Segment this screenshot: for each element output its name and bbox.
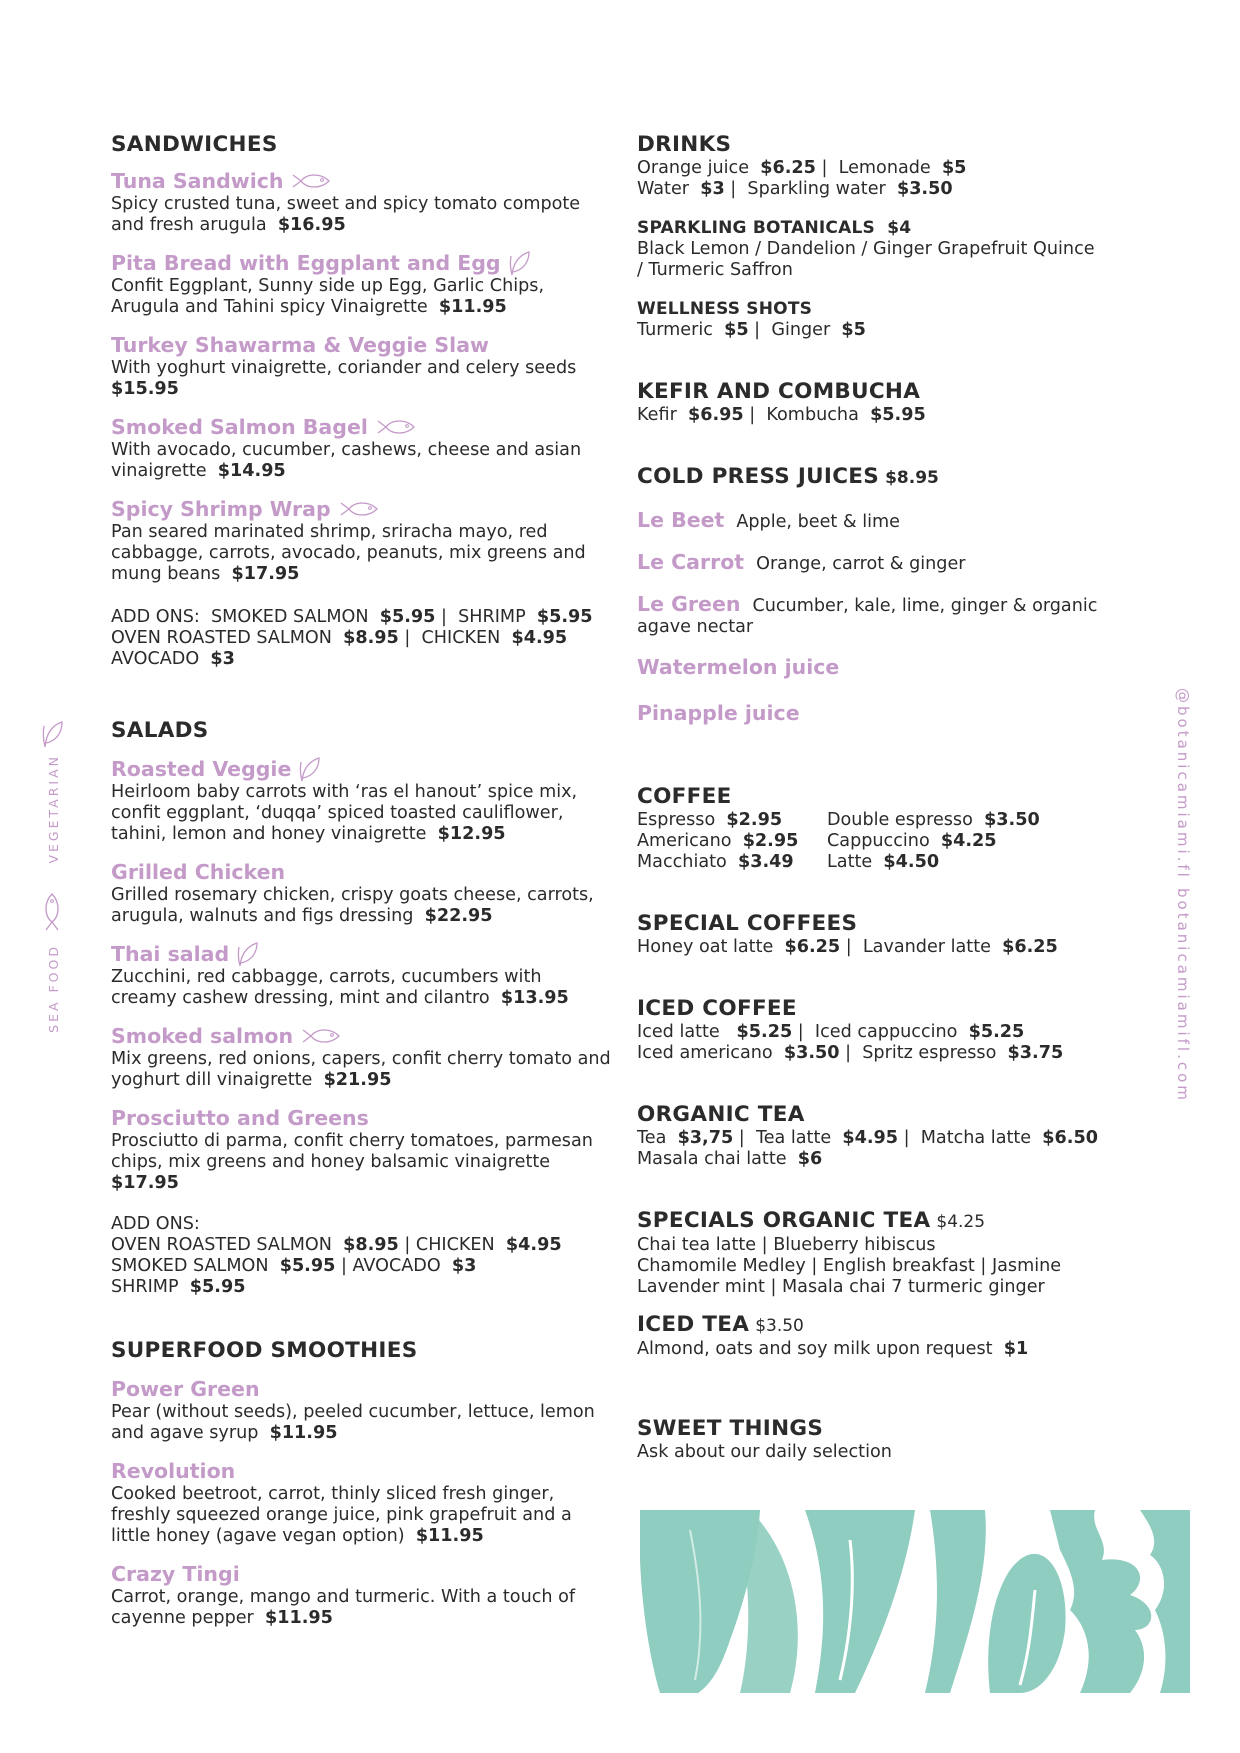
addon-name: SHRIMP [458, 607, 526, 627]
item-name: Prosciutto and Greens [111, 1106, 369, 1130]
menu-item [111, 1023, 611, 1091]
item-price: $12.95 [437, 824, 506, 844]
drink-price: $6.95 [688, 405, 744, 425]
addon-price: $3 [210, 649, 235, 669]
menu-item [111, 332, 611, 400]
subsection-price: $4 [887, 218, 912, 238]
item-desc: Confit Eggplant, Sunny side up Egg, Garlic Chips, Arugula and Tahini spicy Vinaigrette [111, 276, 545, 317]
drink-price: $6.25 [760, 158, 816, 178]
tea-list: Chamomile Medley | English breakfast | Jasmine [637, 1256, 1062, 1276]
juice-item [637, 549, 1157, 575]
drink-price: $4.25 [940, 831, 997, 851]
addon-name: AVOCADO [352, 1256, 441, 1276]
item-name: Spicy Shrimp Wrap [111, 497, 331, 521]
drink-name: Iced latte [637, 1022, 720, 1042]
item-price: $14.95 [217, 461, 286, 481]
addon-name: SHRIMP [111, 1277, 179, 1297]
drink-price: $5 [941, 158, 967, 178]
juice-desc: agave nectar [637, 617, 754, 637]
item-desc: Grilled rosemary chicken, crispy goats cheese, carrots, arugula, walnuts and figs dressing [111, 885, 594, 926]
fish-icon [44, 892, 60, 932]
drink-name: Tea [637, 1128, 667, 1148]
addon-name: CHICKEN [415, 1235, 495, 1255]
leaf-icon [42, 720, 64, 748]
salad-addons: ADD ONS: OVEN ROASTED SALMON $8.95 | CHICKEN $4.95 SMOKED SALMON $5.95 | AVOCADO $3 SHRIMP $5.95 [111, 1214, 611, 1298]
drink-price: $5.25 [968, 1022, 1025, 1042]
addon-name: AVOCADO [111, 649, 200, 669]
juice-desc: Apple, beet & lime [736, 512, 900, 532]
drink-price: $6.25 [1002, 937, 1058, 957]
section-title-iced-tea: ICED TEA [637, 1312, 750, 1337]
drink-name: Tea latte [755, 1128, 832, 1148]
section-title-iced-coffee: ICED COFFEE [637, 996, 797, 1021]
addon-price: $5.95 [536, 607, 593, 627]
addon-name: SMOKED SALMON [111, 1256, 269, 1276]
item-desc: Mix greens, red onions, capers, confit cherry tomato and yoghurt dill vinaigrette [111, 1049, 611, 1090]
tea-list: Chai tea latte | Blueberry hibiscus [637, 1235, 936, 1255]
leaf-shape [1140, 1510, 1190, 1693]
item-price: $11.95 [264, 1608, 333, 1628]
drink-name: Water [637, 179, 690, 199]
section-title-drinks: DRINKS [637, 132, 732, 157]
juice-name: Le Beet [637, 508, 725, 532]
addon-price: $4.95 [505, 1235, 562, 1255]
item-price: $11.95 [438, 297, 507, 317]
drink-price: $5.95 [870, 405, 926, 425]
fish-icon [376, 418, 416, 436]
menu-item [111, 1105, 611, 1194]
addon-price: $4.95 [511, 628, 568, 648]
addon-name: SMOKED SALMON [211, 607, 369, 627]
drink-name: Double espresso [827, 810, 973, 830]
addon-price: $8.95 [343, 1235, 399, 1255]
menu-item [111, 414, 611, 482]
drink-price: $4.95 [842, 1128, 899, 1148]
section-title-juices: COLD PRESS JUICES [637, 464, 880, 489]
leaf-shape [1050, 1510, 1151, 1693]
section-title-organic-tea: ORGANIC TEA [637, 1102, 805, 1127]
item-name: Smoked salmon [111, 1024, 294, 1048]
website-link[interactable]: botanicamiamifl.com [1174, 888, 1192, 1103]
addon-name: CHICKEN [421, 628, 501, 648]
addon-name: OVEN ROASTED SALMON [111, 1235, 332, 1255]
leaf-shape [925, 1510, 986, 1693]
item-name: Revolution [111, 1459, 236, 1483]
item-name: Thai salad [111, 942, 230, 966]
juice-desc: Orange, carrot & ginger [756, 554, 966, 574]
drink-name: Ginger [771, 320, 831, 340]
section-title-coffee: COFFEE [637, 784, 732, 809]
juice-item [637, 591, 1157, 617]
fish-icon [339, 500, 379, 518]
item-price: $11.95 [269, 1423, 338, 1443]
coffee-grid [637, 810, 1157, 873]
drink-name: Iced cappuccino [814, 1022, 958, 1042]
subsection-title-wellness: WELLNESS SHOTS [637, 299, 813, 319]
drink-price: $3.50 [783, 1043, 840, 1063]
addon-name: OVEN ROASTED SALMON [111, 628, 332, 648]
section-title-special-tea: SPECIALS ORGANIC TEA [637, 1208, 931, 1233]
item-name: Tuna Sandwich [111, 169, 284, 193]
juice-desc: Cucumber, kale, lime, ginger & organic [752, 596, 1098, 616]
drink-price: $5.25 [736, 1022, 793, 1042]
drink-price: $3.50 [984, 810, 1040, 830]
item-desc: Prosciutto di parma, confit cherry tomatoes, parmesan chips, mix greens and honey balsamic vinaigrette [111, 1131, 593, 1172]
section-title-smoothies: SUPERFOOD SMOOTHIES [111, 1338, 418, 1363]
item-desc: Heirloom baby carrots with ‘ras el hanout’ spice mix, confit eggplant, ‘duqqa’ spiced toasted cauliflower, tahini, lemon and honey vinaigrette [111, 782, 578, 844]
item-name: Crazy Tingi [111, 1562, 240, 1586]
drink-price: $6 [797, 1149, 823, 1169]
right-column: DRINKS Orange juice $6.25 | Lemonade $5 Water $3 | Sparkling water $3.50 SPARKLING BOTANICALS $4 Black Lemon / Dandelion / Ginger Grapefruit Quince / Turmeric Saffron WELLNESS SHOTS Turmeric $5 | Ginger $5 KEFIR AND COMBUCHA Kefir $6.95 | Kombucha $5.95 COLD PRESS JUICES $8.95 Le Beet Apple, beet & lime Le Carrot Orange, carrot & ginger Le Green Cucumber, kale, lime, ginger & organic agave nectar Watermelon juice Pinapple juice COFFEE Espresso $2.95 Double espresso $3.50 Americano $2.95 Cappuccino $4.25 Macchiato $3.49 Latte $4.50 SPECIAL COFFEES Honey oat latte $6.25 | Lavander latte $6.25 ICED COFFEE Iced latte $5.25 | Iced cappuccino $5.25 Iced americano $3.50 | Spritz espresso $3.75 ORGANIC TEA Tea $3,75 | Tea latte $4.95 | Matcha latte $6.50 Masala chai latte $6 SPECIALS ORGANIC TEA $4.25 Chai tea latte | Blueberry hibiscus Chamomile Medley | English breakfast | Jasmine Lavender mint | Masala chai 7 turmeric ginger ICED TEA $3.50 Almond, oats and soy milk upon request $1 SWEET THINGS Ask about our daily selection [637, 132, 1157, 1463]
menu-item [111, 168, 611, 236]
addons-label: ADD ONS: [111, 607, 200, 627]
item-desc: Carrot, orange, mango and turmeric. With a touch of cayenne pepper [111, 1587, 576, 1628]
drink-name: Spritz espresso [862, 1043, 997, 1063]
item-desc: With avocado, cucumber, cashews, cheese and asian vinaigrette [111, 440, 582, 481]
tea-list: Lavender mint | Masala chai 7 turmeric ginger [637, 1277, 1045, 1297]
section-title-salads: SALADS [111, 718, 209, 743]
leaf-icon [509, 250, 531, 276]
juice-name: Pinapple juice [637, 701, 800, 725]
drink-price: $2.95 [726, 810, 783, 830]
drink-price: $5 [724, 320, 749, 340]
sparkling-flavors: Black Lemon / Dandelion / Ginger Grapefruit Quince [637, 239, 1095, 259]
drink-name: Latte [827, 852, 873, 872]
drink-name: Americano [637, 831, 732, 851]
menu-item [111, 496, 611, 585]
menu-item [111, 1561, 611, 1629]
item-name: Smoked Salmon Bagel [111, 415, 368, 439]
addon-price: $3 [451, 1256, 477, 1276]
drink-name: Iced americano [637, 1043, 773, 1063]
item-price: $17.95 [111, 1173, 179, 1193]
iced-tea-note-price: $1 [1003, 1339, 1029, 1359]
leaf-icon [237, 941, 259, 967]
juice-item [637, 654, 1157, 680]
menu-item [111, 941, 611, 1009]
juice-name: Watermelon juice [637, 655, 840, 679]
seafood-label: SEA FOOD [46, 944, 61, 1033]
section-title-kefir: KEFIR AND COMBUCHA [637, 379, 921, 404]
vegetarian-label: VEGETARIAN [46, 754, 61, 864]
instagram-handle[interactable]: @botanicamiami.fl [1174, 688, 1192, 880]
item-price: $22.95 [424, 906, 493, 926]
item-price: $17.95 [231, 564, 300, 584]
addon-price: $5.95 [279, 1256, 336, 1276]
drink-name: Macchiato [637, 852, 727, 872]
addon-price: $8.95 [343, 628, 399, 648]
juice-name: Le Green [637, 592, 741, 616]
drink-name: Matcha latte [920, 1128, 1032, 1148]
drink-name: Turmeric [637, 320, 713, 340]
item-price: $15.95 [111, 379, 179, 399]
drink-name: Lavander latte [862, 937, 991, 957]
addon-price: $5.95 [189, 1277, 246, 1297]
leaf-shape [740, 1510, 798, 1693]
item-desc: With yoghurt vinaigrette, coriander and celery seeds [111, 358, 577, 378]
social-links [1168, 688, 1208, 1108]
juice-name: Le Carrot [637, 550, 745, 574]
item-desc: Pear (without seeds), peeled cucumber, lettuce, lemon and agave syrup [111, 1402, 595, 1443]
sandwich-addons: ADD ONS: SMOKED SALMON $5.95 | SHRIMP $5.95 OVEN ROASTED SALMON $8.95 | CHICKEN $4.95 AVOCADO $3 [111, 607, 593, 669]
drink-price: $3.75 [1007, 1043, 1064, 1063]
item-name: Pita Bread with Eggplant and Egg [111, 251, 501, 275]
drink-price: $2.95 [742, 831, 799, 851]
item-name: Grilled Chicken [111, 860, 286, 884]
drink-name: Cappuccino [827, 831, 930, 851]
section-title-special-coffees: SPECIAL COFFEES [637, 911, 858, 936]
section-price: $8.95 [885, 468, 939, 488]
drink-name: Honey oat latte [637, 937, 774, 957]
drink-name: Kefir [637, 405, 677, 425]
menu-item [111, 859, 611, 927]
drink-price: $3.50 [896, 179, 953, 199]
item-name: Roasted Veggie [111, 757, 292, 781]
drink-name: Espresso [637, 810, 716, 830]
addons-label: ADD ONS: [111, 1214, 200, 1234]
decorative-leaves [640, 1510, 1190, 1693]
item-name: Turkey Shawarma & Veggie Slaw [111, 333, 489, 357]
leaf-shape [988, 1554, 1065, 1693]
dietary-legend [40, 720, 80, 1050]
item-name: Power Green [111, 1377, 260, 1401]
menu-item [111, 250, 611, 318]
menu-item [111, 1376, 611, 1444]
section-price: $4.25 [936, 1212, 986, 1232]
item-price: $21.95 [323, 1070, 392, 1090]
fish-icon [301, 1027, 341, 1045]
leaf-shape [805, 1510, 915, 1693]
item-desc: Spicy crusted tuna, sweet and spicy tomato compote and fresh arugula [111, 194, 581, 235]
menu-item [111, 1458, 611, 1547]
section-title-sandwiches: SANDWICHES [111, 132, 278, 157]
juice-item [637, 700, 1157, 726]
item-price: $11.95 [415, 1526, 484, 1546]
drink-name: Sparkling water [747, 179, 886, 199]
juice-item [637, 507, 1157, 533]
subsection-title-sparkling: SPARKLING BOTANICALS [637, 218, 875, 238]
drink-name: Masala chai latte [637, 1149, 787, 1169]
iced-tea-note: Almond, oats and soy milk upon request [637, 1339, 993, 1359]
drink-price: $3 [700, 179, 725, 199]
drink-price: $3,75 [677, 1128, 734, 1148]
menu-item [111, 756, 611, 845]
drink-name: Lemonade [838, 158, 931, 178]
item-desc: Cooked beetroot, carrot, thinly sliced fresh ginger, freshly squeezed orange juice, pink grapefruit and a little honey (agave vegan option) [111, 1484, 572, 1546]
drink-price: $3.49 [737, 852, 794, 872]
drink-price: $5 [841, 320, 866, 340]
sweet-note: Ask about our daily selection [637, 1442, 892, 1462]
fish-icon [291, 172, 331, 190]
section-title-sweet: SWEET THINGS [637, 1416, 824, 1441]
drink-price: $6.50 [1042, 1128, 1098, 1148]
section-price: $3.50 [755, 1316, 804, 1336]
drink-name: Kombucha [766, 405, 859, 425]
item-desc: Zucchini, red cabbagge, carrots, cucumbers with creamy cashew dressing, mint and cilantro [111, 967, 542, 1008]
addon-price: $5.95 [379, 607, 436, 627]
item-price: $13.95 [500, 988, 569, 1008]
sparkling-flavors: / Turmeric Saffron [637, 260, 793, 280]
item-desc: Pan seared marinated shrimp, sriracha mayo, red cabbagge, carrots, avocado, peanuts, mix greens and mung beans [111, 522, 586, 584]
left-column [111, 132, 611, 1629]
drink-price: $6.25 [784, 937, 841, 957]
leaf-icon [299, 756, 321, 782]
drink-name: Orange juice [637, 158, 750, 178]
item-price: $16.95 [277, 215, 346, 235]
drink-price: $4.50 [883, 852, 940, 872]
